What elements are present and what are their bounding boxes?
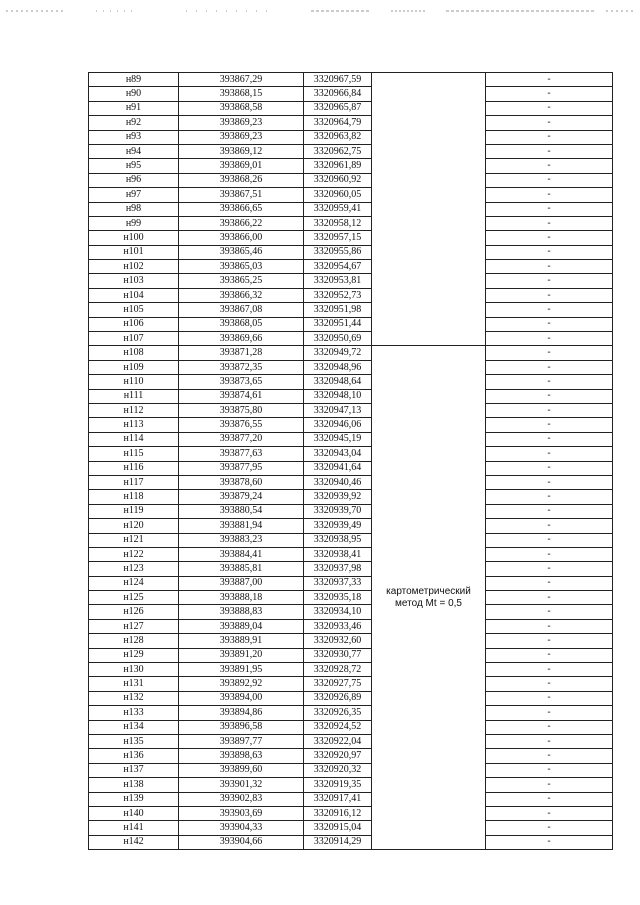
method-note-line1: картометрический [386, 585, 471, 597]
y-coordinate-cell: 3320960,92 [304, 173, 372, 187]
table-row [89, 245, 613, 259]
point-id-cell: н116 [89, 461, 179, 475]
x-coordinate-cell: 393869,23 [179, 116, 304, 130]
y-coordinate-cell: 3320954,67 [304, 260, 372, 274]
x-coordinate-cell: 393888,18 [179, 591, 304, 605]
dash-cell: - [486, 734, 613, 748]
y-coordinate-cell: 3320917,41 [304, 792, 372, 806]
table-row [89, 547, 613, 561]
dash-cell: - [486, 144, 613, 158]
point-id-cell: н102 [89, 260, 179, 274]
y-coordinate-cell: 3320932,60 [304, 634, 372, 648]
point-id-cell: н141 [89, 821, 179, 835]
dash-cell: - [486, 490, 613, 504]
x-coordinate-cell: 393868,05 [179, 317, 304, 331]
x-coordinate-cell: 393880,54 [179, 504, 304, 518]
point-id-cell: н113 [89, 418, 179, 432]
dash-cell: - [486, 778, 613, 792]
table-row [89, 231, 613, 245]
table-row [89, 749, 613, 763]
dash-cell: - [486, 519, 613, 533]
y-coordinate-cell: 3320927,75 [304, 677, 372, 691]
point-id-cell: н105 [89, 303, 179, 317]
x-coordinate-cell: 393901,32 [179, 778, 304, 792]
y-coordinate-cell: 3320937,98 [304, 562, 372, 576]
point-id-cell: н103 [89, 274, 179, 288]
y-coordinate-cell: 3320938,95 [304, 533, 372, 547]
x-coordinate-cell: 393865,25 [179, 274, 304, 288]
dash-cell: - [486, 547, 613, 561]
dash-cell: - [486, 763, 613, 777]
table-row [89, 706, 613, 720]
point-id-cell: н114 [89, 432, 179, 446]
method-note-cell [372, 346, 486, 850]
coordinates-table [88, 72, 613, 850]
y-coordinate-cell: 3320916,12 [304, 806, 372, 820]
x-coordinate-cell: 393875,80 [179, 403, 304, 417]
dash-cell: - [486, 317, 613, 331]
point-id-cell: н133 [89, 706, 179, 720]
table-row [89, 806, 613, 820]
x-coordinate-cell: 393873,65 [179, 375, 304, 389]
y-coordinate-cell: 3320935,18 [304, 591, 372, 605]
x-coordinate-cell: 393877,20 [179, 432, 304, 446]
point-id-cell: н135 [89, 734, 179, 748]
y-coordinate-cell: 3320939,92 [304, 490, 372, 504]
y-coordinate-cell: 3320948,10 [304, 389, 372, 403]
table-row [89, 605, 613, 619]
y-coordinate-cell: 3320955,86 [304, 245, 372, 259]
point-id-cell: н96 [89, 173, 179, 187]
x-coordinate-cell: 393885,81 [179, 562, 304, 576]
table-row [89, 835, 613, 849]
x-coordinate-cell: 393883,23 [179, 533, 304, 547]
point-id-cell: н139 [89, 792, 179, 806]
table-row [89, 475, 613, 489]
y-coordinate-cell: 3320953,81 [304, 274, 372, 288]
dash-cell: - [486, 504, 613, 518]
table-row [89, 202, 613, 216]
point-id-cell: н129 [89, 648, 179, 662]
x-coordinate-cell: 393894,00 [179, 691, 304, 705]
table-row [89, 73, 613, 87]
x-coordinate-cell: 393867,51 [179, 188, 304, 202]
x-coordinate-cell: 393866,65 [179, 202, 304, 216]
point-id-cell: н118 [89, 490, 179, 504]
x-coordinate-cell: 393865,03 [179, 260, 304, 274]
point-id-cell: н126 [89, 605, 179, 619]
y-coordinate-cell: 3320945,19 [304, 432, 372, 446]
y-coordinate-cell: 3320919,35 [304, 778, 372, 792]
dash-cell: - [486, 303, 613, 317]
table-row [89, 303, 613, 317]
x-coordinate-cell: 393891,20 [179, 648, 304, 662]
x-coordinate-cell: 393903,69 [179, 806, 304, 820]
point-id-cell: н111 [89, 389, 179, 403]
x-coordinate-cell: 393871,28 [179, 346, 304, 360]
table-row [89, 403, 613, 417]
table-row [89, 130, 613, 144]
dash-cell: - [486, 821, 613, 835]
x-coordinate-cell: 393878,60 [179, 475, 304, 489]
dash-cell: - [486, 634, 613, 648]
dash-cell: - [486, 403, 613, 417]
table-row [89, 432, 613, 446]
dash-cell: - [486, 173, 613, 187]
point-id-cell: н130 [89, 663, 179, 677]
dash-cell: - [486, 188, 613, 202]
x-coordinate-cell: 393866,22 [179, 216, 304, 230]
x-coordinate-cell: 393884,41 [179, 547, 304, 561]
x-coordinate-cell: 393865,46 [179, 245, 304, 259]
y-coordinate-cell: 3320946,06 [304, 418, 372, 432]
point-id-cell: н89 [89, 73, 179, 87]
table-row [89, 691, 613, 705]
y-coordinate-cell: 3320939,70 [304, 504, 372, 518]
y-coordinate-cell: 3320915,04 [304, 821, 372, 835]
table-row [89, 274, 613, 288]
y-coordinate-cell: 3320937,33 [304, 576, 372, 590]
x-coordinate-cell: 393887,00 [179, 576, 304, 590]
point-id-cell: н92 [89, 116, 179, 130]
y-coordinate-cell: 3320940,46 [304, 475, 372, 489]
point-id-cell: н94 [89, 144, 179, 158]
x-coordinate-cell: 393869,66 [179, 332, 304, 346]
y-coordinate-cell: 3320924,52 [304, 720, 372, 734]
dash-cell: - [486, 73, 613, 87]
x-coordinate-cell: 393904,66 [179, 835, 304, 849]
x-coordinate-cell: 393889,91 [179, 634, 304, 648]
dash-cell: - [486, 720, 613, 734]
scan-header-noise [6, 8, 634, 14]
point-id-cell: н132 [89, 691, 179, 705]
table-row [89, 216, 613, 230]
x-coordinate-cell: 393881,94 [179, 519, 304, 533]
y-coordinate-cell: 3320938,41 [304, 547, 372, 561]
table-row [89, 260, 613, 274]
table-row [89, 792, 613, 806]
table-row [89, 288, 613, 302]
x-coordinate-cell: 393904,33 [179, 821, 304, 835]
y-coordinate-cell: 3320958,12 [304, 216, 372, 230]
y-coordinate-cell: 3320962,75 [304, 144, 372, 158]
dash-cell: - [486, 389, 613, 403]
table-row [89, 447, 613, 461]
table-row [89, 159, 613, 173]
x-coordinate-cell: 393874,61 [179, 389, 304, 403]
dash-cell: - [486, 533, 613, 547]
x-coordinate-cell: 393869,23 [179, 130, 304, 144]
y-coordinate-cell: 3320957,15 [304, 231, 372, 245]
point-id-cell: н123 [89, 562, 179, 576]
dash-cell: - [486, 591, 613, 605]
y-coordinate-cell: 3320920,32 [304, 763, 372, 777]
y-coordinate-cell: 3320959,41 [304, 202, 372, 216]
dash-cell: - [486, 418, 613, 432]
y-coordinate-cell: 3320926,35 [304, 706, 372, 720]
table-row [89, 490, 613, 504]
point-id-cell: н100 [89, 231, 179, 245]
point-id-cell: н119 [89, 504, 179, 518]
dash-cell: - [486, 101, 613, 115]
point-id-cell: н128 [89, 634, 179, 648]
dash-cell: - [486, 432, 613, 446]
point-id-cell: н142 [89, 835, 179, 849]
y-coordinate-cell: 3320951,98 [304, 303, 372, 317]
x-coordinate-cell: 393889,04 [179, 619, 304, 633]
table-row [89, 634, 613, 648]
point-id-cell: н95 [89, 159, 179, 173]
y-coordinate-cell: 3320947,13 [304, 403, 372, 417]
dash-cell: - [486, 260, 613, 274]
y-coordinate-cell: 3320952,73 [304, 288, 372, 302]
x-coordinate-cell: 393877,63 [179, 447, 304, 461]
table-row [89, 87, 613, 101]
point-id-cell: н91 [89, 101, 179, 115]
table-row [89, 101, 613, 115]
point-id-cell: н115 [89, 447, 179, 461]
y-coordinate-cell: 3320961,89 [304, 159, 372, 173]
x-coordinate-cell: 393869,01 [179, 159, 304, 173]
dash-cell: - [486, 619, 613, 633]
y-coordinate-cell: 3320933,46 [304, 619, 372, 633]
table-row [89, 418, 613, 432]
y-coordinate-cell: 3320950,69 [304, 332, 372, 346]
x-coordinate-cell: 393867,08 [179, 303, 304, 317]
point-id-cell: н106 [89, 317, 179, 331]
dash-cell: - [486, 792, 613, 806]
dash-cell: - [486, 447, 613, 461]
point-id-cell: н136 [89, 749, 179, 763]
table-row [89, 720, 613, 734]
table-row [89, 173, 613, 187]
point-id-cell: н101 [89, 245, 179, 259]
table-row [89, 663, 613, 677]
y-coordinate-cell: 3320964,79 [304, 116, 372, 130]
dash-cell: - [486, 663, 613, 677]
table-row [89, 332, 613, 346]
dash-cell: - [486, 461, 613, 475]
dash-cell: - [486, 216, 613, 230]
x-coordinate-cell: 393867,29 [179, 73, 304, 87]
x-coordinate-cell: 393879,24 [179, 490, 304, 504]
y-coordinate-cell: 3320960,05 [304, 188, 372, 202]
dash-cell: - [486, 130, 613, 144]
table-row [89, 360, 613, 374]
table-row [89, 591, 613, 605]
y-coordinate-cell: 3320948,96 [304, 360, 372, 374]
y-coordinate-cell: 3320941,64 [304, 461, 372, 475]
dash-cell: - [486, 562, 613, 576]
table-row [89, 346, 613, 360]
x-coordinate-cell: 393896,58 [179, 720, 304, 734]
point-id-cell: н137 [89, 763, 179, 777]
dash-cell: - [486, 691, 613, 705]
point-id-cell: н124 [89, 576, 179, 590]
y-coordinate-cell: 3320965,87 [304, 101, 372, 115]
y-coordinate-cell: 3320939,49 [304, 519, 372, 533]
point-id-cell: н131 [89, 677, 179, 691]
table-row [89, 648, 613, 662]
y-coordinate-cell: 3320943,04 [304, 447, 372, 461]
table-row [89, 144, 613, 158]
table-row [89, 317, 613, 331]
x-coordinate-cell: 393892,92 [179, 677, 304, 691]
x-coordinate-cell: 393876,55 [179, 418, 304, 432]
y-coordinate-cell: 3320934,10 [304, 605, 372, 619]
point-id-cell: н110 [89, 375, 179, 389]
x-coordinate-cell: 393888,83 [179, 605, 304, 619]
x-coordinate-cell: 393897,77 [179, 734, 304, 748]
y-coordinate-cell: 3320926,89 [304, 691, 372, 705]
method-note-line2: метод Mt = 0,5 [395, 597, 462, 609]
point-id-cell: н108 [89, 346, 179, 360]
point-id-cell: н122 [89, 547, 179, 561]
method-cell-upper [372, 73, 486, 346]
table-row [89, 677, 613, 691]
x-coordinate-cell: 393891,95 [179, 663, 304, 677]
point-id-cell: н98 [89, 202, 179, 216]
point-id-cell: н138 [89, 778, 179, 792]
y-coordinate-cell: 3320914,29 [304, 835, 372, 849]
point-id-cell: н93 [89, 130, 179, 144]
x-coordinate-cell: 393868,15 [179, 87, 304, 101]
y-coordinate-cell: 3320949,72 [304, 346, 372, 360]
table-row [89, 734, 613, 748]
table-row [89, 519, 613, 533]
table-row [89, 504, 613, 518]
dash-cell: - [486, 87, 613, 101]
x-coordinate-cell: 393894,86 [179, 706, 304, 720]
table-row [89, 576, 613, 590]
table-row [89, 763, 613, 777]
table-row [89, 375, 613, 389]
dash-cell: - [486, 274, 613, 288]
table-row [89, 562, 613, 576]
dash-cell: - [486, 202, 613, 216]
dash-cell: - [486, 605, 613, 619]
dash-cell: - [486, 375, 613, 389]
dash-cell: - [486, 346, 613, 360]
point-id-cell: н127 [89, 619, 179, 633]
dash-cell: - [486, 360, 613, 374]
x-coordinate-cell: 393902,83 [179, 792, 304, 806]
point-id-cell: н120 [89, 519, 179, 533]
y-coordinate-cell: 3320967,59 [304, 73, 372, 87]
point-id-cell: н121 [89, 533, 179, 547]
dash-cell: - [486, 749, 613, 763]
table-row [89, 619, 613, 633]
dash-cell: - [486, 116, 613, 130]
x-coordinate-cell: 393866,00 [179, 231, 304, 245]
point-id-cell: н107 [89, 332, 179, 346]
point-id-cell: н140 [89, 806, 179, 820]
table-row [89, 389, 613, 403]
dash-cell: - [486, 648, 613, 662]
x-coordinate-cell: 393877,95 [179, 461, 304, 475]
x-coordinate-cell: 393868,58 [179, 101, 304, 115]
y-coordinate-cell: 3320920,97 [304, 749, 372, 763]
dash-cell: - [486, 332, 613, 346]
table-row [89, 188, 613, 202]
dash-cell: - [486, 475, 613, 489]
point-id-cell: н134 [89, 720, 179, 734]
point-id-cell: н99 [89, 216, 179, 230]
y-coordinate-cell: 3320922,04 [304, 734, 372, 748]
dash-cell: - [486, 288, 613, 302]
dash-cell: - [486, 835, 613, 849]
point-id-cell: н104 [89, 288, 179, 302]
x-coordinate-cell: 393868,26 [179, 173, 304, 187]
dash-cell: - [486, 806, 613, 820]
table-row [89, 533, 613, 547]
y-coordinate-cell: 3320930,77 [304, 648, 372, 662]
x-coordinate-cell: 393866,32 [179, 288, 304, 302]
point-id-cell: н117 [89, 475, 179, 489]
y-coordinate-cell: 3320966,84 [304, 87, 372, 101]
point-id-cell: н125 [89, 591, 179, 605]
x-coordinate-cell: 393898,63 [179, 749, 304, 763]
x-coordinate-cell: 393869,12 [179, 144, 304, 158]
dash-cell: - [486, 159, 613, 173]
table-row [89, 461, 613, 475]
point-id-cell: н90 [89, 87, 179, 101]
dash-cell: - [486, 231, 613, 245]
y-coordinate-cell: 3320928,72 [304, 663, 372, 677]
x-coordinate-cell: 393899,60 [179, 763, 304, 777]
point-id-cell: н109 [89, 360, 179, 374]
y-coordinate-cell: 3320948,64 [304, 375, 372, 389]
dash-cell: - [486, 245, 613, 259]
table-row [89, 821, 613, 835]
table-row [89, 778, 613, 792]
point-id-cell: н97 [89, 188, 179, 202]
dash-cell: - [486, 677, 613, 691]
dash-cell: - [486, 706, 613, 720]
dash-cell: - [486, 576, 613, 590]
y-coordinate-cell: 3320963,82 [304, 130, 372, 144]
x-coordinate-cell: 393872,35 [179, 360, 304, 374]
table-row [89, 116, 613, 130]
point-id-cell: н112 [89, 403, 179, 417]
y-coordinate-cell: 3320951,44 [304, 317, 372, 331]
